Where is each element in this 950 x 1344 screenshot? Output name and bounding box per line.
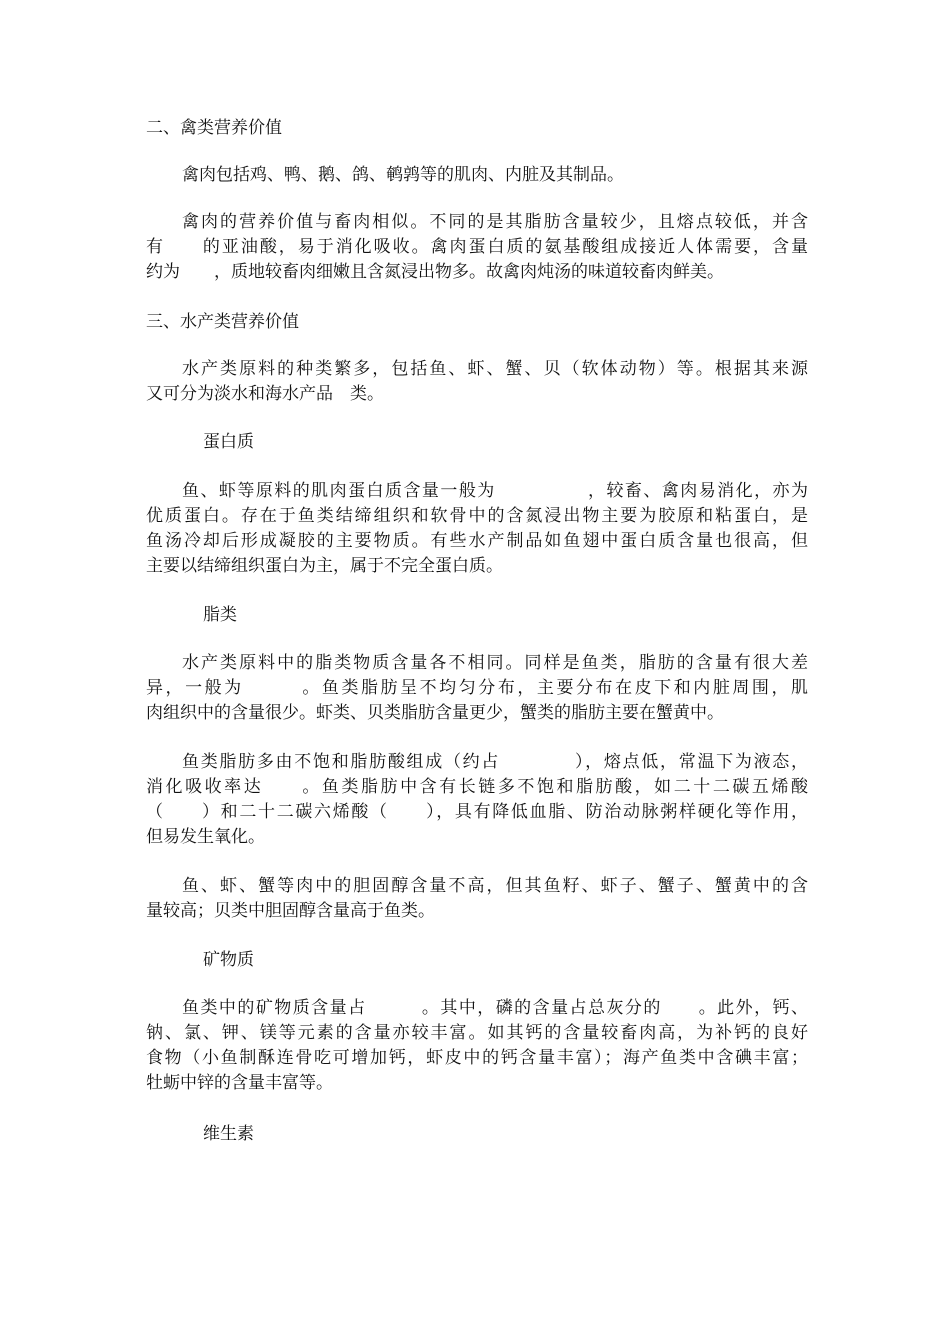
text-line: 牡蛎中锌的含量丰富等。 — [146, 1073, 333, 1093]
subheading-lipid: 脂类 — [203, 605, 237, 625]
text-line: 有 的亚油酸，易于消化吸收。禽肉蛋白质的氨基酸组成接近人体需要，含量 — [146, 237, 808, 257]
text-line: 水产类原料的种类繁多，包括鱼、虾、蟹、贝（软体动物）等。根据其来源 — [182, 359, 808, 379]
text-line: 但易发生氧化。 — [146, 827, 265, 847]
text-line: 优质蛋白。存在于鱼类结缔组织和软骨中的含氮浸出物主要为胶原和粘蛋白，是 — [146, 506, 808, 526]
text-line: 禽肉包括鸡、鸭、鹅、鸽、鹌鹑等的肌肉、内脏及其制品。 — [182, 165, 624, 185]
text-line: 食物（小鱼制酥连骨吃可增加钙，虾皮中的钙含量丰富）；海产鱼类中含碘丰富； — [146, 1048, 808, 1068]
text-line: （ ）和二十二碳六烯酸（ ），具有降低血脂、防治动脉粥样硬化等作用， — [146, 802, 808, 822]
paragraph-lipid-fatty-acids — [146, 750, 808, 850]
text-line: 鱼类脂肪多由不饱和脂肪酸组成（约占 ），熔点低，常温下为液态， — [182, 752, 808, 772]
text-line: 鱼类中的矿物质含量占 。其中，磷的含量占总灰分的 。此外，钙、 — [182, 998, 808, 1018]
text-line: 禽肉的营养价值与畜肉相似。不同的是其脂肪含量较少，且熔点较低，并含 — [182, 212, 808, 232]
text-line: 水产类原料中的脂类物质含量各不相同。同样是鱼类，脂肪的含量有很大差 — [182, 653, 808, 673]
text-line: 鱼汤冷却后形成凝胶的主要物质。有些水产制品如鱼翅中蛋白质含量也很高，但 — [146, 531, 808, 551]
section-heading-aquatic: 三、水产类营养价值 — [146, 312, 299, 332]
paragraph-mineral — [146, 996, 808, 1096]
text-line: 鱼、虾、蟹等肉中的胆固醇含量不高，但其鱼籽、虾子、蟹子、蟹黄中的含 — [182, 876, 808, 896]
text-line: 又可分为淡水和海水产品 类。 — [146, 384, 384, 404]
paragraph-poultry-value — [146, 210, 808, 285]
text-line: 钠、氯、钾、镁等元素的含量亦较丰富。如其钙的含量较畜肉高，为补钙的良好 — [146, 1023, 808, 1043]
section-heading-poultry: 二、禽类营养价值 — [146, 118, 282, 138]
subheading-protein: 蛋白质 — [203, 432, 254, 452]
text-line: 消化吸收率达 。鱼类脂肪中含有长链多不饱和脂肪酸，如二十二碳五烯酸 — [146, 777, 808, 797]
paragraph-protein — [146, 479, 808, 579]
text-line: 肉组织中的含量很少。虾类、贝类脂肪含量更少，蟹类的脂肪主要在蟹黄中。 — [146, 703, 724, 723]
paragraph-cholesterol — [146, 874, 808, 924]
paragraph-lipid-content — [146, 651, 808, 726]
subheading-mineral: 矿物质 — [203, 950, 254, 970]
subheading-vitamin: 维生素 — [203, 1124, 254, 1144]
text-line: 鱼、虾等原料的肌肉蛋白质含量一般为 ，较畜、禽肉易消化，亦为 — [182, 481, 808, 501]
paragraph-aquatic-intro — [146, 357, 808, 407]
text-line: 异，一般为 。鱼类脂肪呈不均匀分布，主要分布在皮下和内脏周围，肌 — [146, 678, 808, 698]
paragraph-poultry-intro — [146, 163, 808, 188]
text-line: 主要以结缔组织蛋白为主，属于不完全蛋白质。 — [146, 556, 503, 576]
text-line: 约为 ，质地较畜肉细嫩且含氮浸出物多。故禽肉炖汤的味道较畜肉鲜美。 — [146, 262, 724, 282]
text-line: 量较高；贝类中胆固醇含量高于鱼类。 — [146, 901, 435, 921]
